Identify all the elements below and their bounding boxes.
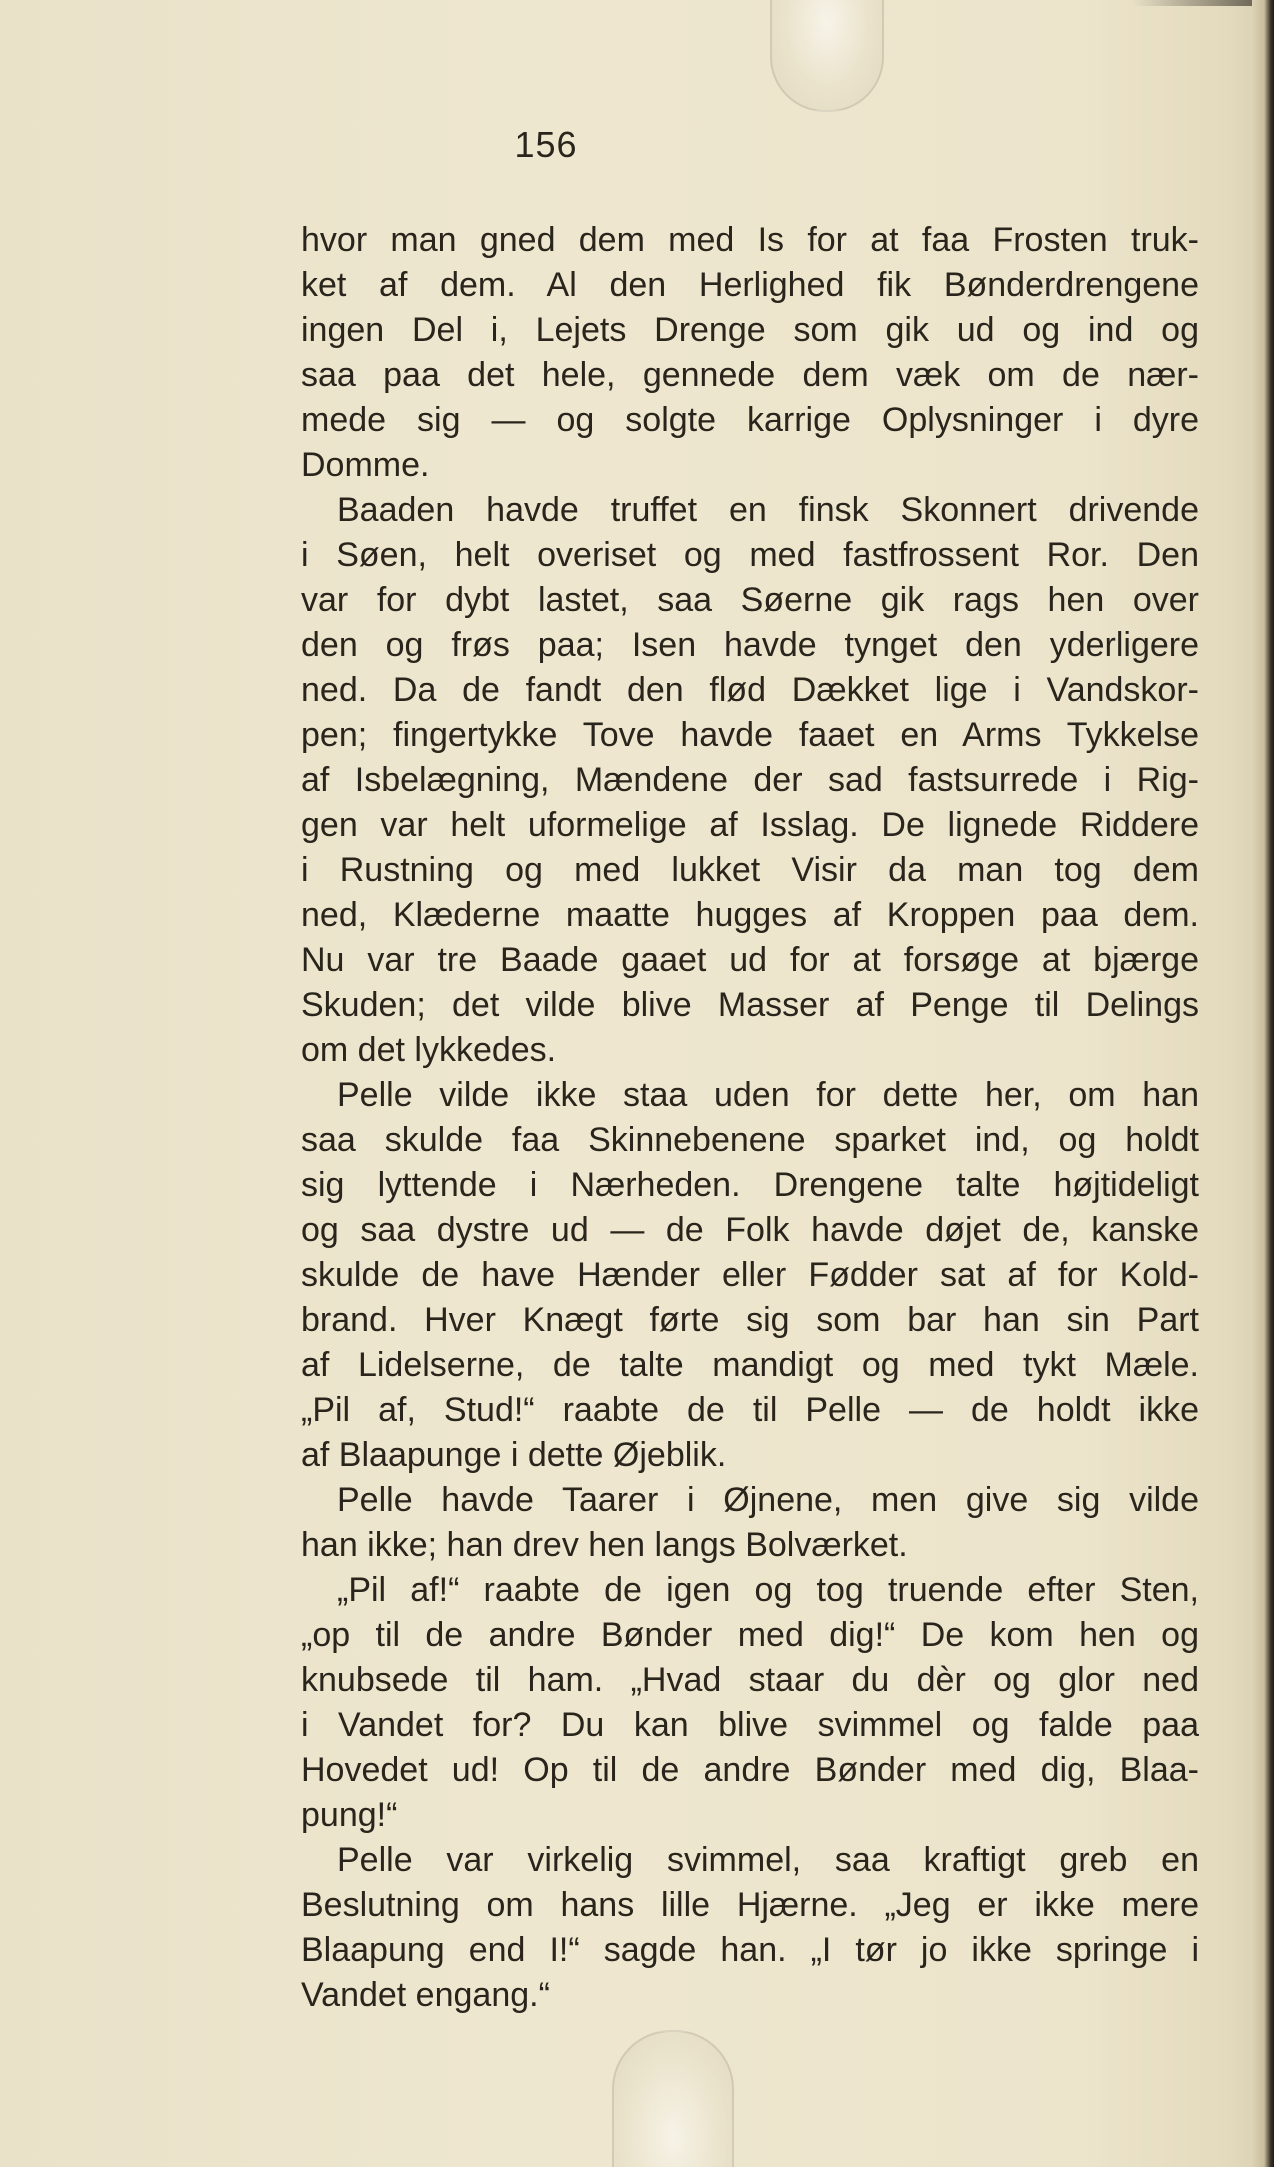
clip-mark-top <box>770 0 884 112</box>
text-line: skulde de have Hænder eller Fødder sat af for Kold- <box>301 1256 1199 1294</box>
page-number-text: 156 <box>514 124 578 165</box>
text-line: Pelle var virkelig svimmel, saa kraftigt greb en <box>337 1841 1199 1879</box>
text-line: om det lykkedes. <box>301 1031 557 1069</box>
text-line: af Blaapunge i dette Øjeblik. <box>301 1436 727 1474</box>
text-line: Baaden havde truffet en finsk Skonnert drivende <box>337 491 1199 529</box>
text-line: i Søen, helt overiset og med fastfrossent Ror. Den <box>301 536 1199 574</box>
text-line: i Rustning og med lukket Visir da man tog dem <box>301 851 1199 889</box>
text-line: ingen Del i, Lejets Drenge som gik ud og ind og <box>301 311 1199 349</box>
text-line: sig lyttende i Nærheden. Drengene talte højtideligt <box>301 1166 1199 1204</box>
clip-mark-bottom <box>612 2030 734 2167</box>
text-line: ned, Klæderne maatte hugges af Kroppen paa dem. <box>301 896 1199 934</box>
text-line: gen var helt uformelige af Isslag. De lignede Riddere <box>301 806 1199 844</box>
text-line: knubsede til ham. „Hvad staar du dèr og glor ned <box>301 1661 1199 1699</box>
text-line: hvor man gned dem med Is for at faa Frosten truk- <box>301 221 1199 259</box>
text-line: ned. Da de fandt den flød Dækket lige i Vandskor- <box>301 671 1199 709</box>
text-line: og saa dystre ud — de Folk havde døjet de, kanske <box>301 1211 1199 1249</box>
page-number <box>0 124 1274 166</box>
text-line: Domme. <box>301 446 430 484</box>
text-line: Pelle havde Taarer i Øjnene, men give sig vilde <box>337 1481 1199 1519</box>
page-edge-shadow <box>1252 0 1274 2167</box>
text-line: saa paa det hele, gennede dem væk om de nær- <box>301 356 1199 394</box>
text-line: Blaapung end I!“ sagde han. „I tør jo ikke springe i <box>301 1931 1199 1969</box>
text-line: pen; fingertykke Tove havde faaet en Arms Tykkelse <box>301 716 1199 754</box>
text-line: Beslutning om hans lille Hjærne. „Jeg er ikke mere <box>301 1886 1199 1924</box>
text-line: var for dybt lastet, saa Søerne gik rags hen over <box>301 581 1199 619</box>
text-line: ket af dem. Al den Herlighed fik Bønderdrengene <box>301 266 1199 304</box>
text-line: „Pil af!“ raabte de igen og tog truende efter Sten, <box>337 1571 1199 1609</box>
text-line: Pelle vilde ikke staa uden for dette her, om han <box>337 1076 1199 1114</box>
text-line: Vandet engang.“ <box>301 1976 550 2014</box>
text-line: „op til de andre Bønder med dig!“ De kom hen og <box>301 1616 1199 1654</box>
body-text <box>301 218 1199 2018</box>
text-line: af Lidelserne, de talte mandigt og med tykt Mæle. <box>301 1346 1199 1384</box>
text-line: den og frøs paa; Isen havde tynget den yderligere <box>301 626 1199 664</box>
text-line: mede sig — og solgte karrige Oplysninger i dyre <box>301 401 1199 439</box>
page-edge-shadow-top <box>1132 0 1252 6</box>
text-line: brand. Hver Knægt førte sig som bar han sin Part <box>301 1301 1199 1339</box>
text-line: „Pil af, Stud!“ raabte de til Pelle — de holdt ikke <box>301 1391 1199 1429</box>
text-line: af Isbelægning, Mændene der sad fastsurrede i Rig- <box>301 761 1199 799</box>
text-line: pung!“ <box>301 1796 398 1834</box>
text-line: han ikke; han drev hen langs Bolværket. <box>301 1526 908 1564</box>
text-line: Hovedet ud! Op til de andre Bønder med dig, Blaa- <box>301 1751 1199 1789</box>
text-line: Skuden; det vilde blive Masser af Penge til Delings <box>301 986 1199 1024</box>
text-line: Nu var tre Baade gaaet ud for at forsøge at bjærge <box>301 941 1199 979</box>
text-line: i Vandet for? Du kan blive svimmel og falde paa <box>301 1706 1199 1744</box>
text-line: saa skulde faa Skinnebenene sparket ind, og holdt <box>301 1121 1199 1159</box>
